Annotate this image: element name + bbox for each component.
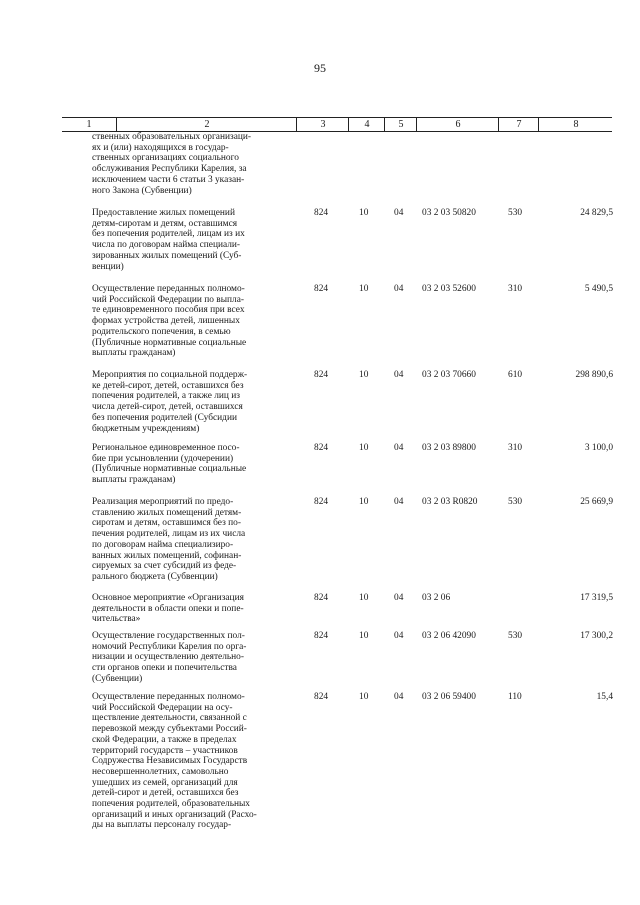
row-code-5: 04 <box>394 370 404 380</box>
row-code-3: 824 <box>314 692 329 702</box>
row-code-6: 03 2 03 52600 <box>422 284 476 294</box>
row-name: Региональное единовременное посо- бие при усыновлении (удочерении) (Публичные нормативные социальные выплаты гражданам) <box>92 443 247 486</box>
column-header-2: 2 <box>116 118 297 131</box>
row-code-3: 824 <box>314 497 329 507</box>
row-amount: 298 890,6 <box>575 370 613 380</box>
row-code-4: 10 <box>359 208 369 218</box>
table-row <box>62 284 612 370</box>
budget-table <box>62 117 612 840</box>
column-header-1: 1 <box>86 119 92 130</box>
row-code-5: 04 <box>394 284 404 294</box>
row-name: Осуществление государственных пол- номочий Республики Карелия по орга- низации и осуществлению деятельно- сти органов опеки и попечительства (Субвенции) <box>92 631 247 684</box>
table-row <box>62 497 612 593</box>
row-code-5: 04 <box>394 497 404 507</box>
column-header-4: 4 <box>348 118 385 131</box>
row-code-7: 530 <box>508 631 523 641</box>
column-header-7: 7 <box>498 118 539 131</box>
column-header-8: 8 <box>538 118 613 131</box>
row-amount: 24 829,5 <box>580 208 613 218</box>
row-amount: 25 669,9 <box>580 497 613 507</box>
row-code-7: 530 <box>508 208 523 218</box>
row-name: Мероприятия по социальной поддерж- ке детей-сирот, детей, оставшихся без попечения родителей, а также лиц из числа детей-сирот, детей, оставшихся без попечения родителей (Субсидии бюджетным учреждениям) <box>92 370 248 434</box>
row-code-3: 824 <box>314 370 329 380</box>
table-row <box>62 631 612 692</box>
table-row <box>62 443 612 497</box>
column-header-3: 3 <box>296 118 349 131</box>
row-code-4: 10 <box>359 631 369 641</box>
row-code-4: 10 <box>359 497 369 507</box>
table-row <box>62 593 612 631</box>
row-name: Основное мероприятие «Организация деятельности в области опеки и попе- чительства» <box>92 593 244 625</box>
row-code-3: 824 <box>314 208 329 218</box>
row-amount: 3 100,0 <box>584 443 613 453</box>
row-code-7: 530 <box>508 497 523 507</box>
row-code-6: 03 2 06 59400 <box>422 692 476 702</box>
row-code-7: 310 <box>508 443 523 453</box>
table-body <box>62 132 612 840</box>
row-amount: 5 490,5 <box>584 284 613 294</box>
table-row <box>62 370 612 443</box>
table-row <box>62 132 612 208</box>
row-code-5: 04 <box>394 631 404 641</box>
row-code-6: 03 2 06 42090 <box>422 631 476 641</box>
row-code-6: 03 2 06 <box>422 593 451 603</box>
page-number: 95 <box>314 61 326 75</box>
row-code-5: 04 <box>394 443 404 453</box>
row-code-5: 04 <box>394 593 404 603</box>
row-code-4: 10 <box>359 370 369 380</box>
row-code-3: 824 <box>314 593 329 603</box>
column-header-6: 6 <box>416 118 499 131</box>
row-amount: 17 300,2 <box>580 631 613 641</box>
row-name: Осуществление переданных полномо- чий Российской Федерации на осу- ществление деятельности, связанной с перевозкой между субъектами Россий- ской Федерации, а также в пределах территорий государств – участников Содружества Независимых Государств несовершеннолетних, самовольно ушедших из семей, организаций для детей-сирот и детей, оставшихся без попечения родителей, образовательных организаций и иных организаций (Расхо- ды на выплаты персоналу государ- <box>92 692 257 831</box>
row-code-6: 03 2 03 R0820 <box>422 497 478 507</box>
row-code-4: 10 <box>359 443 369 453</box>
row-code-5: 04 <box>394 692 404 702</box>
table-header-row <box>62 117 612 132</box>
row-code-4: 10 <box>359 284 369 294</box>
column-header-5: 5 <box>384 118 417 131</box>
table-row <box>62 692 612 840</box>
row-code-3: 824 <box>314 631 329 641</box>
row-code-7: 110 <box>508 692 522 702</box>
row-code-3: 824 <box>314 284 329 294</box>
row-code-4: 10 <box>359 692 369 702</box>
row-name: Осуществление переданных полномо- чий Российской Федерации по выпла- те единовременного пособия при всех формах устройства детей, лишенных родительского попечения, в семью (Публичные нормативные социальные выплаты гражданам) <box>92 284 247 359</box>
row-code-3: 824 <box>314 443 329 453</box>
row-code-5: 04 <box>394 208 404 218</box>
row-name: ственных образовательных организаци- ях и (или) находящихся в государ- ственных организациях социального обслуживания Республики Карелия, за исключением части 6 статьи 3 указан- ного Закона (Субвенции) <box>92 132 252 196</box>
row-amount: 17 319,5 <box>580 593 613 603</box>
row-code-7: 610 <box>508 370 523 380</box>
table-row <box>62 208 612 284</box>
row-code-6: 03 2 03 70660 <box>422 370 476 380</box>
row-code-6: 03 2 03 50820 <box>422 208 476 218</box>
row-code-7: 310 <box>508 284 523 294</box>
row-name: Предоставление жилых помещений детям-сиротам и детям, оставшимся без попечения родителей, лицам из их числа по договорам найма специали- зированных жилых помещений (Суб- венции) <box>92 208 245 272</box>
row-name: Реализация мероприятий по предо- ставлению жилых помещений детям- сиротам и детям, оставшимся без по- печения родителей, лицам из их числа по договорам найма специализиро- ванных жилых помещений, софинан- сируемых за счет субсидий из феде- рального бюджета (Субвенции) <box>92 497 246 582</box>
row-code-6: 03 2 03 89800 <box>422 443 476 453</box>
row-code-4: 10 <box>359 593 369 603</box>
row-amount: 15,4 <box>596 692 613 702</box>
